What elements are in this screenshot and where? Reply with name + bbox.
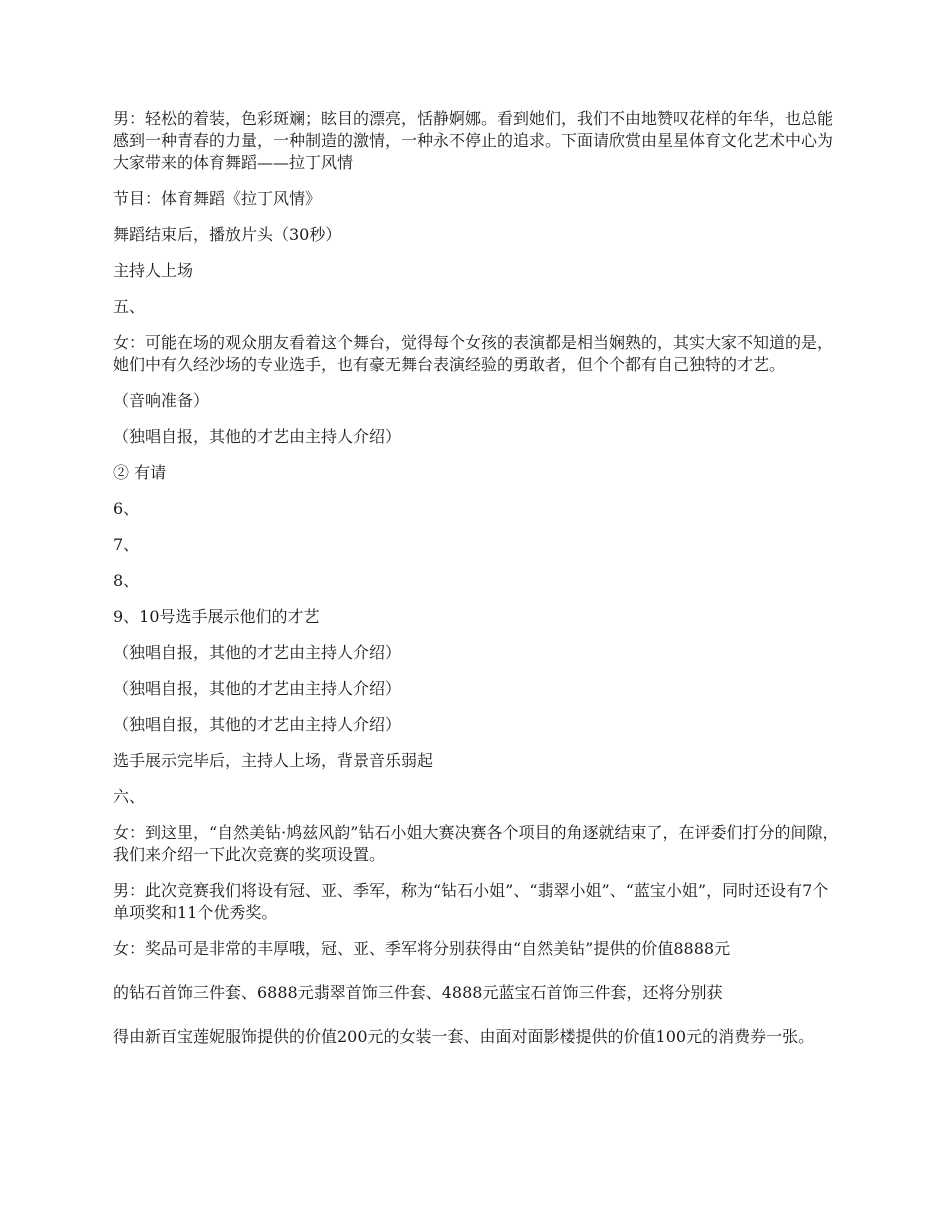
paragraph-8: （独唱自报，其他的才艺由主持人介绍） (113, 427, 402, 446)
paragraph-7: （音响准备） (113, 391, 210, 410)
paragraph-5: 五、 (113, 297, 146, 316)
paragraph-19: 女：到这里，“自然美钻·鸠兹风韵”钻石小姐大赛决赛各个项目的角逐就结束了，在评委们打分的间隙，我们来介绍一下此次竞赛的奖项设置。 (113, 823, 839, 864)
paragraph-17: 选手展示完毕后，主持人上场，背景音乐弱起 (113, 751, 434, 770)
paragraph-18: 六、 (113, 787, 146, 806)
document-body (113, 108, 843, 1062)
paragraph-21: 女：奖品可是非常的丰厚哦，冠、亚、季军将分别获得由“自然美钻”提供的价值8888元 (113, 939, 731, 958)
paragraph-16: （独唱自报，其他的才艺由主持人介绍） (113, 715, 402, 734)
paragraph-11: 7、 (113, 535, 140, 554)
paragraph-22: 的钻石首饰三件套、6888元翡翠首饰三件套、4888元蓝宝石首饰三件套，还将分别获 (113, 983, 723, 1002)
paragraph-23: 得由新百宝莲妮服饰提供的价值200元的女装一套、由面对面影楼提供的价值100元的消费券一张。 (113, 1027, 815, 1046)
paragraph-2: 节目：体育舞蹈《拉丁风情》 (113, 189, 322, 208)
paragraph-3: 舞蹈结束后，播放片头（30秒） (113, 225, 342, 244)
paragraph-13: 9、10号选手展示他们的才艺 (113, 607, 320, 626)
paragraph-15: （独唱自报，其他的才艺由主持人介绍） (113, 679, 402, 698)
paragraph-14: （独唱自报，其他的才艺由主持人介绍） (113, 643, 402, 662)
paragraph-9: ② 有请 (113, 463, 167, 482)
paragraph-4: 主持人上场 (113, 261, 194, 280)
paragraph-12: 8、 (113, 571, 140, 590)
paragraph-1: 男：轻松的着装，色彩斑斓；眩目的漂亮，恬静婀娜。看到她们，我们不由地赞叹花样的年华，也总能感到一种青春的力量，一种制造的激情，一种永不停止的追求。下面请欣赏由星星体育文化艺术中心为大家带来的体育舞蹈——拉丁风情 (113, 109, 834, 172)
paragraph-6: 女：可能在场的观众朋友看着这个舞台，觉得每个女孩的表演都是相当娴熟的，其实大家不知道的是，她们中有久经沙场的专业选手，也有豪无舞台表演经验的勇敢者，但个个都有自己独特的才艺。 (113, 333, 834, 374)
paragraph-20: 男：此次竞赛我们将设有冠、亚、季军，称为“钻石小姐”、“翡翠小姐”、“蓝宝小姐”，同时还设有7个单项奖和11个优秀奖。 (113, 881, 829, 922)
paragraph-10: 6、 (113, 499, 140, 518)
